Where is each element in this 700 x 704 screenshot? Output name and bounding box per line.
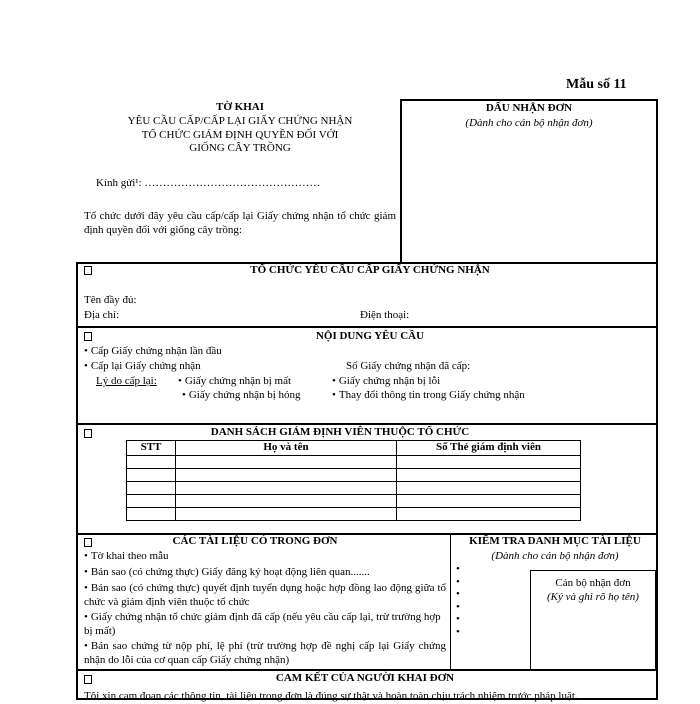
- checkbox-icon: [84, 332, 92, 341]
- col-stt: STT: [127, 441, 176, 456]
- checkbox-icon: [84, 429, 92, 438]
- form-subtitle-line-3: GIỐNG CÂY TRỒNG: [189, 142, 291, 155]
- table-row[interactable]: [127, 455, 581, 468]
- check-bullets: • • • • • •: [456, 563, 460, 638]
- kinh-gui-line: Kính gửi¹: …………………………………………: [96, 177, 321, 189]
- commit-section-heading: CAM KẾT CỦA NGƯỜI KHAI ĐƠN: [275, 672, 455, 684]
- officer-label: Cán bộ nhận đơn: [555, 577, 631, 589]
- reason-info-change[interactable]: • Thay đổi thông tin trong Giấy chứng nhận: [332, 389, 525, 403]
- divider: [76, 423, 658, 425]
- form-subtitle-line-2: TỔ CHỨC GIÁM ĐỊNH QUYỀN ĐỐI VỚI: [141, 128, 339, 141]
- staff-section-heading: DANH SÁCH GIÁM ĐỊNH VIÊN THUỘC TỔ CHỨC: [210, 426, 470, 438]
- reason-label: Lý do cấp lại:: [96, 375, 157, 387]
- check-section-note: (Dành cho cán bộ nhận đơn): [491, 550, 619, 562]
- divider: [76, 669, 658, 671]
- table-header-row: [127, 441, 581, 456]
- intro-text: Tổ chức dưới đây yêu cầu cấp/cấp lại Giấy chứng nhận tổ chức giám định quyền đối với giống cây trồng:: [84, 210, 396, 236]
- table-row[interactable]: [127, 507, 581, 520]
- document-item-4: • Giấy chứng nhận tổ chức giám định đã cấp (nếu yêu cầu cấp lại, trừ trường hợp bị mất): [84, 611, 446, 639]
- reason-damaged[interactable]: • Giấy chứng nhận bị hỏng: [182, 389, 301, 403]
- documents-section-heading: CÁC TÀI LIỆU CÓ TRONG ĐƠN: [172, 535, 338, 547]
- reason-error[interactable]: • Giấy chứng nhận bị lỗi: [332, 375, 440, 389]
- divider: [450, 533, 451, 669]
- reissue-option[interactable]: • Cấp lại Giấy chứng nhận: [84, 360, 201, 374]
- table-row[interactable]: [127, 494, 581, 507]
- document-item-5: • Bản sao chứng từ nộp phí, lệ phí (trừ trường hợp đề nghị cấp lại Giấy chứng nhận do lỗi của cơ quan cấp Giấy chứng nhận): [84, 640, 446, 668]
- org-section-heading: TỔ CHỨC YÊU CẦU CẤP GIẤY CHỨNG NHẬN: [250, 264, 490, 276]
- checkbox-icon: [84, 675, 92, 684]
- stamp-box-title: DẤU NHẬN ĐƠN: [485, 102, 573, 114]
- org-full-name: Tên đầy đủ:: [84, 294, 137, 306]
- document-item-1: • Tờ khai theo mẫu: [84, 550, 446, 564]
- divider: [76, 326, 658, 328]
- reason-lost[interactable]: • Giấy chứng nhận bị mất: [178, 375, 291, 389]
- cert-number-label: Số Giấy chứng nhận đã cấp:: [346, 360, 471, 372]
- content-section-heading: NỘI DUNG YÊU CẦU: [315, 330, 425, 342]
- col-full-name: Họ và tên: [176, 441, 397, 456]
- checkbox-icon: [84, 538, 92, 547]
- officer-note: (Ký và ghi rõ họ tên): [547, 591, 639, 603]
- form-number: Mẫu số 11: [566, 77, 627, 92]
- commit-text: Tôi xin cam đoan các thông tin, tài liệu trong đơn là đúng sự thật và hoàn toàn chịu trách nhiệm trước pháp luật.: [84, 690, 578, 702]
- checkbox-icon: [84, 266, 92, 275]
- org-address: Địa chỉ:: [84, 309, 120, 321]
- form-subtitle-line-1: YÊU CẦU CẤP/CẤP LẠI GIẤY CHỨNG NHẬN: [127, 114, 353, 127]
- form-header: [80, 101, 400, 156]
- issue-first-option[interactable]: • Cấp Giấy chứng nhận lần đầu: [84, 345, 222, 359]
- table-row[interactable]: [127, 481, 581, 494]
- check-section-heading: KIỂM TRA DANH MỤC TÀI LIỆU: [469, 535, 641, 547]
- col-card-number: Số Thẻ giám định viên: [397, 441, 581, 456]
- document-item-2: • Bản sao (có chứng thực) Giấy đăng ký hoạt động liên quan.......: [84, 566, 446, 580]
- staff-table: [126, 440, 581, 521]
- document-item-3: • Bản sao (có chứng thực) quyết định tuyển dụng hoặc hợp đồng lao động giữa tổ chức và giám định viên thuộc tổ chức: [84, 582, 446, 610]
- stamp-box-note: (Dành cho cán bộ nhận đơn): [465, 117, 593, 129]
- org-phone: Điện thoại:: [360, 309, 410, 321]
- form-title: TỜ KHAI: [216, 101, 264, 113]
- table-row[interactable]: [127, 468, 581, 481]
